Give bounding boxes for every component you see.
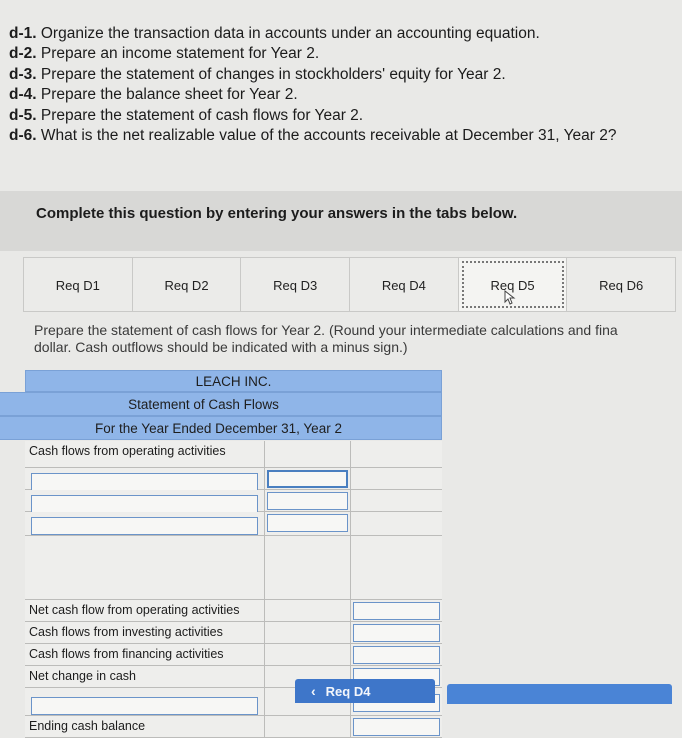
tab-bar (23, 257, 676, 312)
tab-req-d1[interactable]: Req D1 (24, 258, 133, 311)
instructions (9, 24, 679, 146)
investing-input[interactable] (353, 624, 440, 642)
table-row (25, 716, 442, 738)
instruction-d2: d-2. Prepare an income statement for Year 2. (9, 45, 320, 63)
statement-period: For the Year Ended December 31, Year 2 (0, 416, 442, 440)
prompt-line-1: Prepare the statement of cash flows for Year 2. (Round your intermediate calculations and fina (34, 322, 618, 338)
table-row (25, 468, 442, 490)
instruction-d5: d-5. Prepare the statement of cash flows for Year 2. (9, 106, 364, 124)
mouse-cursor-icon (504, 290, 518, 306)
table-row (25, 622, 442, 644)
table-row (25, 512, 442, 536)
financing-input[interactable] (353, 646, 440, 664)
label-net-operating: Net cash flow from operating activities (25, 600, 265, 621)
instruction-d4: d-4. Prepare the balance sheet for Year 2. (9, 86, 298, 104)
statement-title: Statement of Cash Flows (0, 392, 442, 416)
tab-req-d6[interactable]: Req D6 (567, 258, 675, 311)
tab-req-d5-label: Req D5 (490, 278, 535, 293)
label-operating: Cash flows from operating activities (25, 441, 265, 467)
question-prompt (34, 322, 682, 356)
table-row (25, 441, 442, 468)
table-row (25, 644, 442, 666)
operating-amount-1-input[interactable] (267, 470, 348, 488)
instruction-d3: d-3. Prepare the statement of changes in stockholders' equity for Year 2. (9, 65, 506, 83)
prev-button-label: Req D4 (325, 683, 371, 699)
table-row (25, 600, 442, 622)
banner-text: Complete this question by entering your answers in the tabs below. (36, 205, 518, 222)
operating-amount-3-input[interactable] (267, 514, 348, 532)
tab-req-d5[interactable] (459, 258, 568, 311)
instruction-d6: d-6. What is the net realizable value of the accounts receivable at December 31, Year 2? (9, 127, 617, 145)
ending-balance-input[interactable] (353, 718, 440, 736)
tab-req-d4[interactable]: Req D4 (350, 258, 459, 311)
table-row (25, 536, 442, 600)
prompt-line-2: dollar. Cash outflows should be indicated with a minus sign.) (34, 339, 408, 355)
table-row (25, 490, 442, 512)
operating-item-2-input[interactable] (31, 495, 258, 513)
label-net-change: Net change in cash (25, 666, 265, 687)
next-button[interactable] (447, 684, 672, 704)
operating-item-1-input[interactable] (31, 473, 258, 491)
operating-amount-2-input[interactable] (267, 492, 348, 510)
net-operating-input[interactable] (353, 602, 440, 620)
label-investing: Cash flows from investing activities (25, 622, 265, 643)
label-financing: Cash flows from financing activities (25, 644, 265, 665)
tab-req-d2[interactable]: Req D2 (133, 258, 242, 311)
tab-req-d3[interactable]: Req D3 (241, 258, 350, 311)
company-name: LEACH INC. (25, 370, 442, 392)
chevron-left-icon: ‹ (311, 683, 316, 699)
label-ending: Ending cash balance (25, 716, 265, 737)
prev-req-d4-button[interactable] (295, 679, 435, 703)
operating-item-3-input[interactable] (31, 517, 258, 535)
instruction-d1: d-1. Organize the transaction data in accounts under an accounting equation. (9, 25, 540, 42)
